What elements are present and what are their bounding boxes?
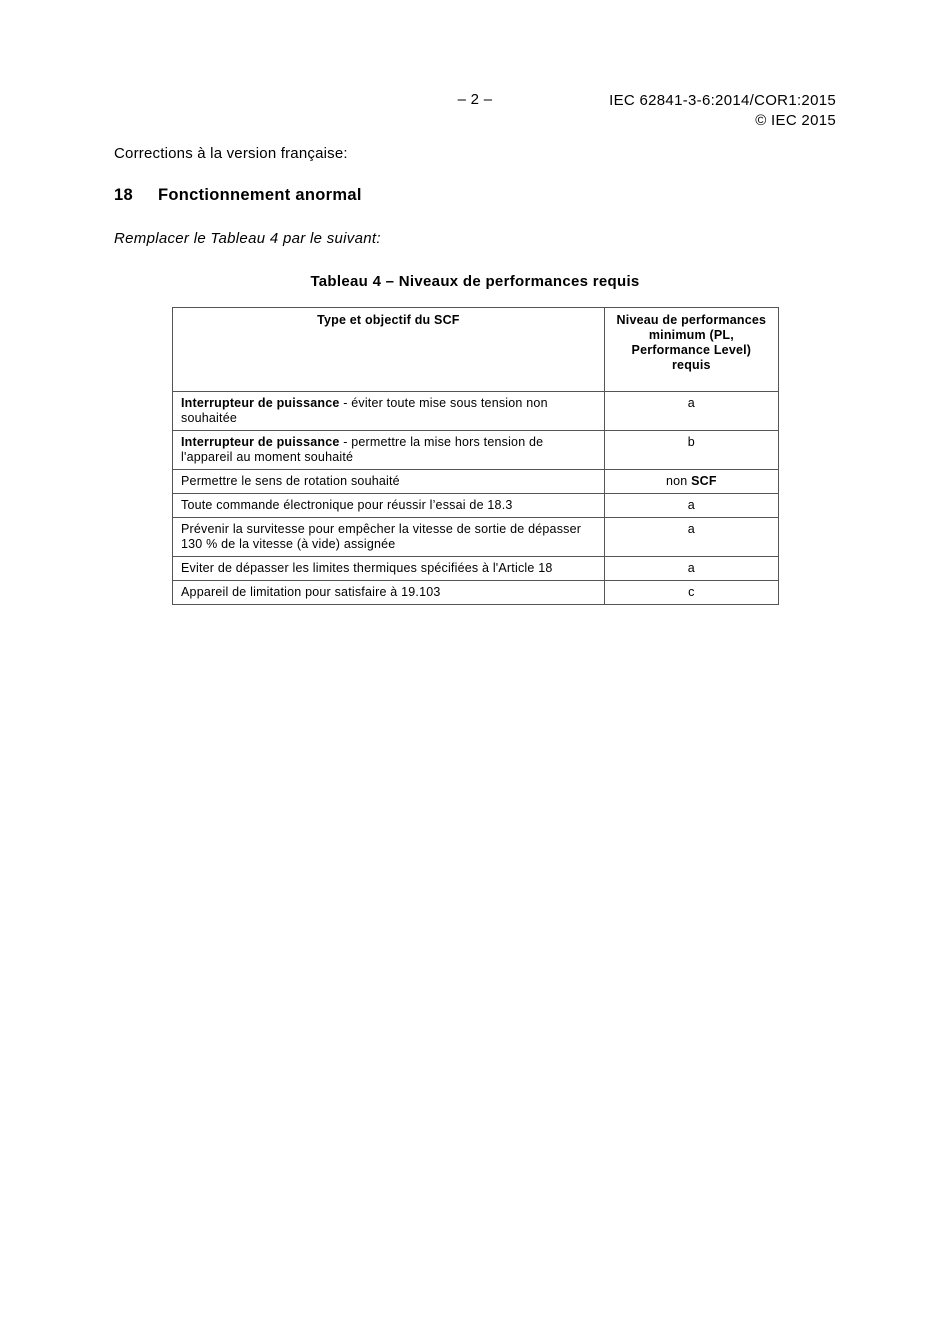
standard-reference: IEC 62841-3-6:2014/COR1:2015 <box>609 92 836 109</box>
row-level: a <box>604 494 778 518</box>
table-row <box>173 518 779 557</box>
copyright-notice: © IEC 2015 <box>755 112 836 129</box>
row-description: Eviter de dépasser les limites thermiques spécifiées à l'Article 18 <box>173 557 605 581</box>
row-level: a <box>604 518 778 557</box>
page-number: – 2 – <box>457 91 493 108</box>
row-description: Appareil de limitation pour satisfaire à 19.103 <box>173 581 605 605</box>
section-title: Fonctionnement anormal <box>158 186 362 204</box>
row-level: a <box>604 557 778 581</box>
corrections-intro: Corrections à la version française: <box>114 145 348 162</box>
table-row <box>173 431 779 470</box>
row-description <box>173 431 605 470</box>
replacement-instruction: Remplacer le Tableau 4 par le suivant: <box>114 230 381 247</box>
row-description: Permettre le sens de rotation souhaité <box>173 470 605 494</box>
table-row <box>173 392 779 431</box>
document-reference <box>609 91 836 131</box>
performance-levels-table <box>172 307 779 605</box>
table-caption: Tableau 4 – Niveaux de performances requis <box>310 273 640 290</box>
row-description-bold: Interrupteur de puissance <box>181 396 340 410</box>
row-description <box>173 392 605 431</box>
row-description-bold: Interrupteur de puissance <box>181 435 340 449</box>
table-header-row <box>173 308 779 392</box>
section-heading <box>114 186 362 205</box>
row-level: a <box>604 392 778 431</box>
header-performance-level: Niveau de performances minimum (PL, Performance Level) requis <box>604 308 778 392</box>
row-description: Toute commande électronique pour réussir l’essai de 18.3 <box>173 494 605 518</box>
section-number: 18 <box>114 186 133 204</box>
table-row <box>173 470 779 494</box>
row-description: Prévenir la survitesse pour empêcher la vitesse de sortie de dépasser 130 % de la vitesse (à vide) assignée <box>173 518 605 557</box>
row-level <box>604 470 778 494</box>
table-row <box>173 494 779 518</box>
row-level-prefix: non <box>665 474 692 488</box>
row-level: c <box>604 581 778 605</box>
table-row <box>173 557 779 581</box>
row-description-text: - permettre la mise hors tension de l'appareil au moment souhaité <box>181 435 544 464</box>
row-description-text: - éviter toute mise sous tension non souhaitée <box>181 396 548 425</box>
row-level-bold: SCF <box>691 474 717 488</box>
row-level: b <box>604 431 778 470</box>
table-row <box>173 581 779 605</box>
header-type-objective: Type et objectif du SCF <box>173 308 605 392</box>
